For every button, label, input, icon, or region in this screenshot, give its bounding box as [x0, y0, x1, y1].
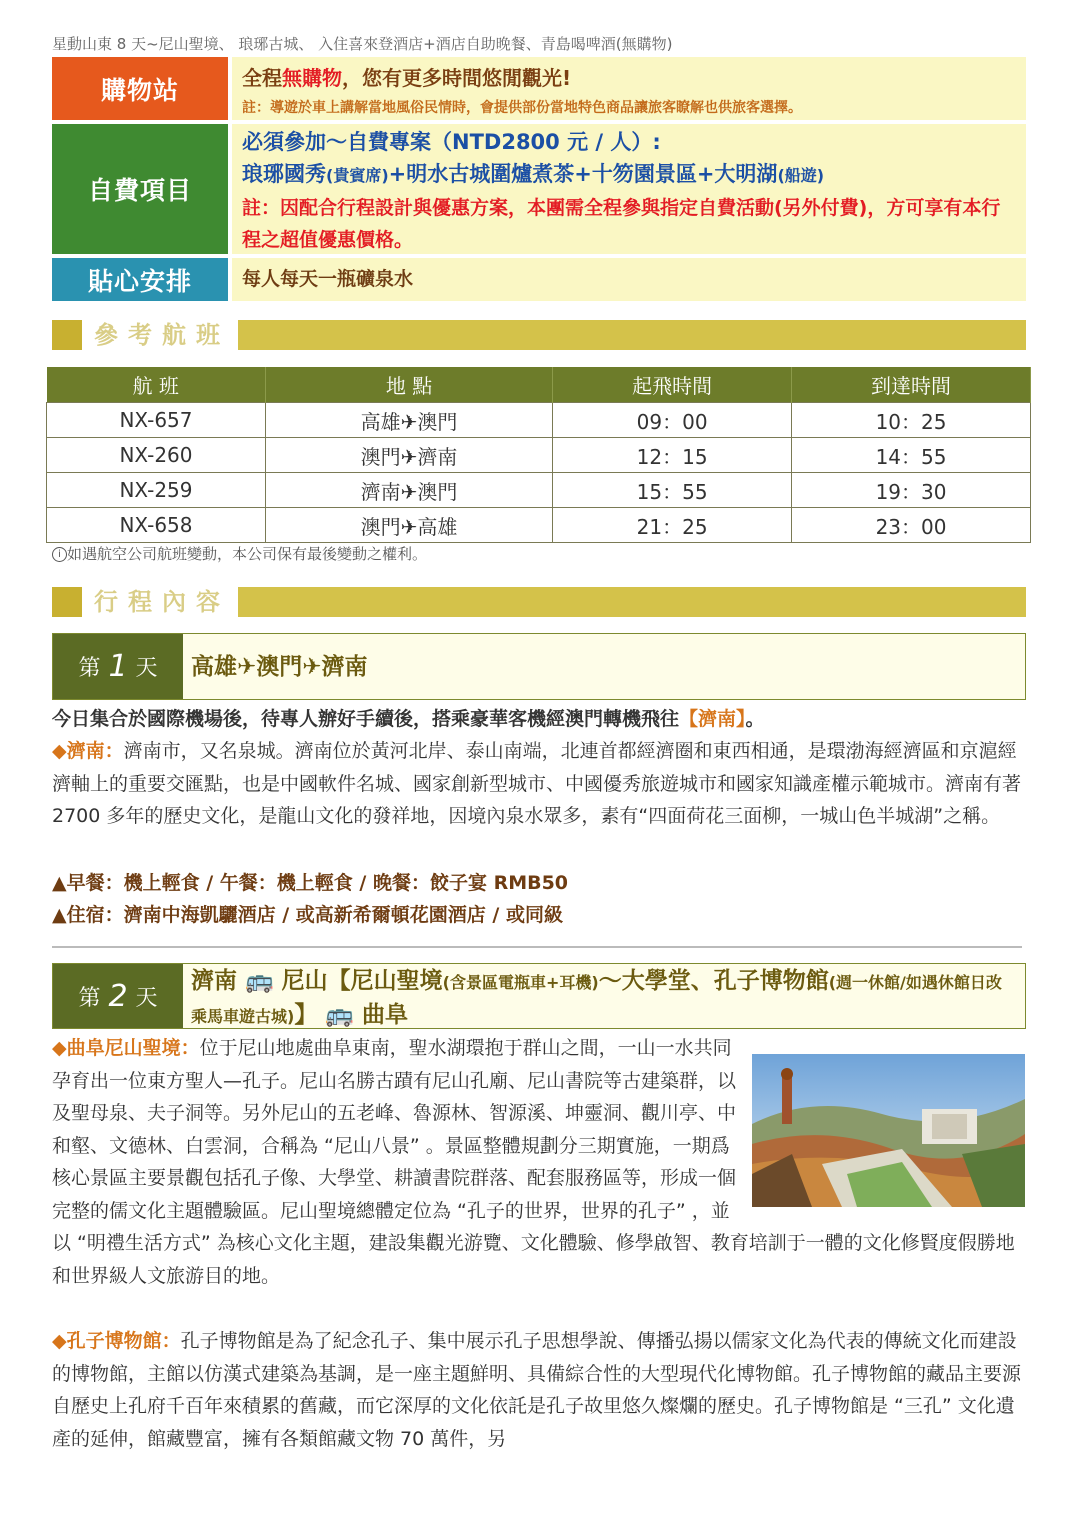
optional-line2: 琅琊國秀(貴賓席)+明水古城圍爐煮茶+十笏園景區+大明湖(船遊) [242, 162, 825, 186]
day2-header [52, 963, 1026, 1029]
flights-section-title: 參考航班 [82, 320, 238, 350]
flight-route: 濟南✈澳門 [265, 473, 552, 508]
flight-route: 高雄✈澳門 [265, 403, 552, 438]
table-row [47, 438, 1031, 473]
diamond-bullet-icon: ◆ [52, 740, 67, 762]
day2-museum-desc: ◆孔子博物館：孔子博物館是為了紀念孔子、集中展示孔子思想學說、傳播弘揚以儒家文化為代表的傳統文化而建設的博物館，主館以仿漢式建築為基調，是一座主題鮮明、具備綜合性的大型現代化博物館。孔子博物館的藏品主要源自歷史上孔府千百年來積累的舊藏，而它深厚的文化依託是孔子故里悠久燦爛的歷史。孔子博物館是 “三孔” 文化遺產的延伸，館藏豐富，擁有各類館藏文物 70 萬件，另 [52, 1330, 1022, 1450]
diamond-bullet-icon: ◆ [52, 1330, 67, 1352]
table-row [47, 403, 1031, 438]
flight-note: i 如遇航空公司航班變動，本公司保有最後變動之權利。 [52, 543, 427, 564]
day1-tag: 第 1 天 [53, 634, 183, 699]
flight-arrive: 14：55 [792, 438, 1031, 473]
care-body [232, 258, 1026, 301]
shopping-row [52, 57, 1026, 120]
optional-note: 註：因配合行程設計與優惠方案，本團需全程參與指定自費活動(另外付費)，方可享有本行程之超值優惠價格。 [242, 197, 1001, 251]
bus-icon: 🚌 [325, 1002, 354, 1028]
flight-arrive: 10：25 [792, 403, 1031, 438]
day1-intro: 今日集合於國際機場後，待專人辦好手續後，搭乘豪華客機經澳門轉機飛往【濟南】。 [52, 708, 765, 730]
flight-number: NX-657 [47, 403, 266, 438]
table-row [47, 473, 1031, 508]
shopping-line1: 全程無購物，您有更多時間悠閒觀光! [242, 66, 572, 90]
flight-number: NX-259 [47, 473, 266, 508]
flight-arrive: 19：30 [792, 473, 1031, 508]
day1-jinan-desc: ◆濟南：濟南市，又名泉城。濟南位於黃河北岸、泰山南端，北連首都經濟圈和東西相通，是環渤海經濟區和京滬經濟軸上的重要交匯點，也是中國軟件名城、國家創新型城市、中國優秀旅遊城市和國家知識產權示範城市。濟南有著 2700 多年的歷史文化，是龍山文化的發祥地，因境內泉水眾多，素有“四面荷花三面柳，一城山色半城湖”之稱。 [52, 740, 1022, 827]
day1-header [52, 633, 1026, 700]
care-text: 每人每天一瓶礦泉水 [242, 268, 414, 290]
flight-arrive: 23：00 [792, 508, 1031, 543]
optional-label: 自費項目 [52, 124, 228, 254]
shopping-label: 購物站 [52, 57, 228, 120]
flights-table [46, 367, 1031, 543]
document-header: 星動山東 8 天~尼山聖境、 琅琊古城、 入住喜來登酒店+酒店自助晚餐、青島喝啤酒(無購物) [52, 35, 673, 53]
flights-header-route: 地 點 [265, 367, 552, 403]
flights-header-depart: 起飛時間 [553, 367, 792, 403]
info-icon: i [52, 547, 67, 562]
flight-depart: 12：15 [553, 438, 792, 473]
care-row [52, 258, 1026, 301]
care-label: 貼心安排 [52, 258, 228, 301]
itinerary-section-bar [52, 587, 1026, 617]
flight-depart: 15：55 [553, 473, 792, 508]
flight-route: 澳門✈高雄 [265, 508, 552, 543]
divider [52, 946, 1022, 948]
optional-row [52, 124, 1026, 254]
optional-body [232, 124, 1026, 254]
optional-line1: 必須參加～自費專案（NTD2800 元 / 人）: [242, 130, 661, 154]
flight-number: NX-260 [47, 438, 266, 473]
day2-nishan-desc: ◆曲阜尼山聖境：位于尼山地處曲阜東南，聖水湖環抱于群山之間，一山一水共同孕育出一位東方聖人—孔子。尼山名勝古蹟有尼山孔廟、尼山書院等古建築群，以及聖母泉、夫子洞等。另外尼山的五老峰、魯源林、智源溪、坤靈洞、觀川亭、中和壑、文德林、白雲洞，合稱為 “尼山八景” 。景區整體規劃分三期實施，一期爲核心景區主要景觀包括孔子像、大學堂、耕讀書院群落、配套服務區等，形成一個完整的儒文化主題體驗區。尼山聖境總體定位為 “孔子的世界，世界的孔子” ，並以 “明禮生活方式” 為核心文化主題，建設集觀光游覽、文化體驗、修學啟智、教育培訓于一體的文化修賢度假勝地和世界級人文旅游目的地。 [52, 1037, 1015, 1287]
shopping-body [232, 57, 1026, 120]
day2-title: 濟南 🚌 尼山【尼山聖境(含景區電瓶車+耳機)～大學堂、孔子博物館(週一休館/如遇休館日改乘馬車遊古城)】 🚌 曲阜 [191, 968, 1002, 1028]
day1-title: 高雄✈澳門✈濟南 [191, 653, 368, 680]
shopping-note: 註：導遊於車上講解當地風俗民情時，會提供部份當地特色商品讓旅客瞭解也供旅客選擇。 [242, 100, 802, 116]
flights-header-flight: 航 班 [47, 367, 266, 403]
flight-depart: 09：00 [553, 403, 792, 438]
flight-number: NX-658 [47, 508, 266, 543]
flight-route: 澳門✈濟南 [265, 438, 552, 473]
diamond-bullet-icon: ◆ [52, 1037, 67, 1059]
flights-section-bar [52, 320, 1026, 350]
day1-hotel: ▲住宿：濟南中海凱驪酒店 / 或高新希爾頓花園酒店 / 或同級 [52, 904, 563, 926]
itinerary-section-title: 行程內容 [82, 587, 238, 617]
flight-depart: 21：25 [553, 508, 792, 543]
day2-tag: 第 2 天 [53, 964, 183, 1028]
table-row [47, 508, 1031, 543]
flights-header-arrive: 到達時間 [792, 367, 1031, 403]
day1-meals: ▲早餐：機上輕食 / 午餐：機上輕食 / 晚餐：餃子宴 RMB50 [52, 872, 569, 894]
bus-icon: 🚌 [245, 968, 274, 994]
